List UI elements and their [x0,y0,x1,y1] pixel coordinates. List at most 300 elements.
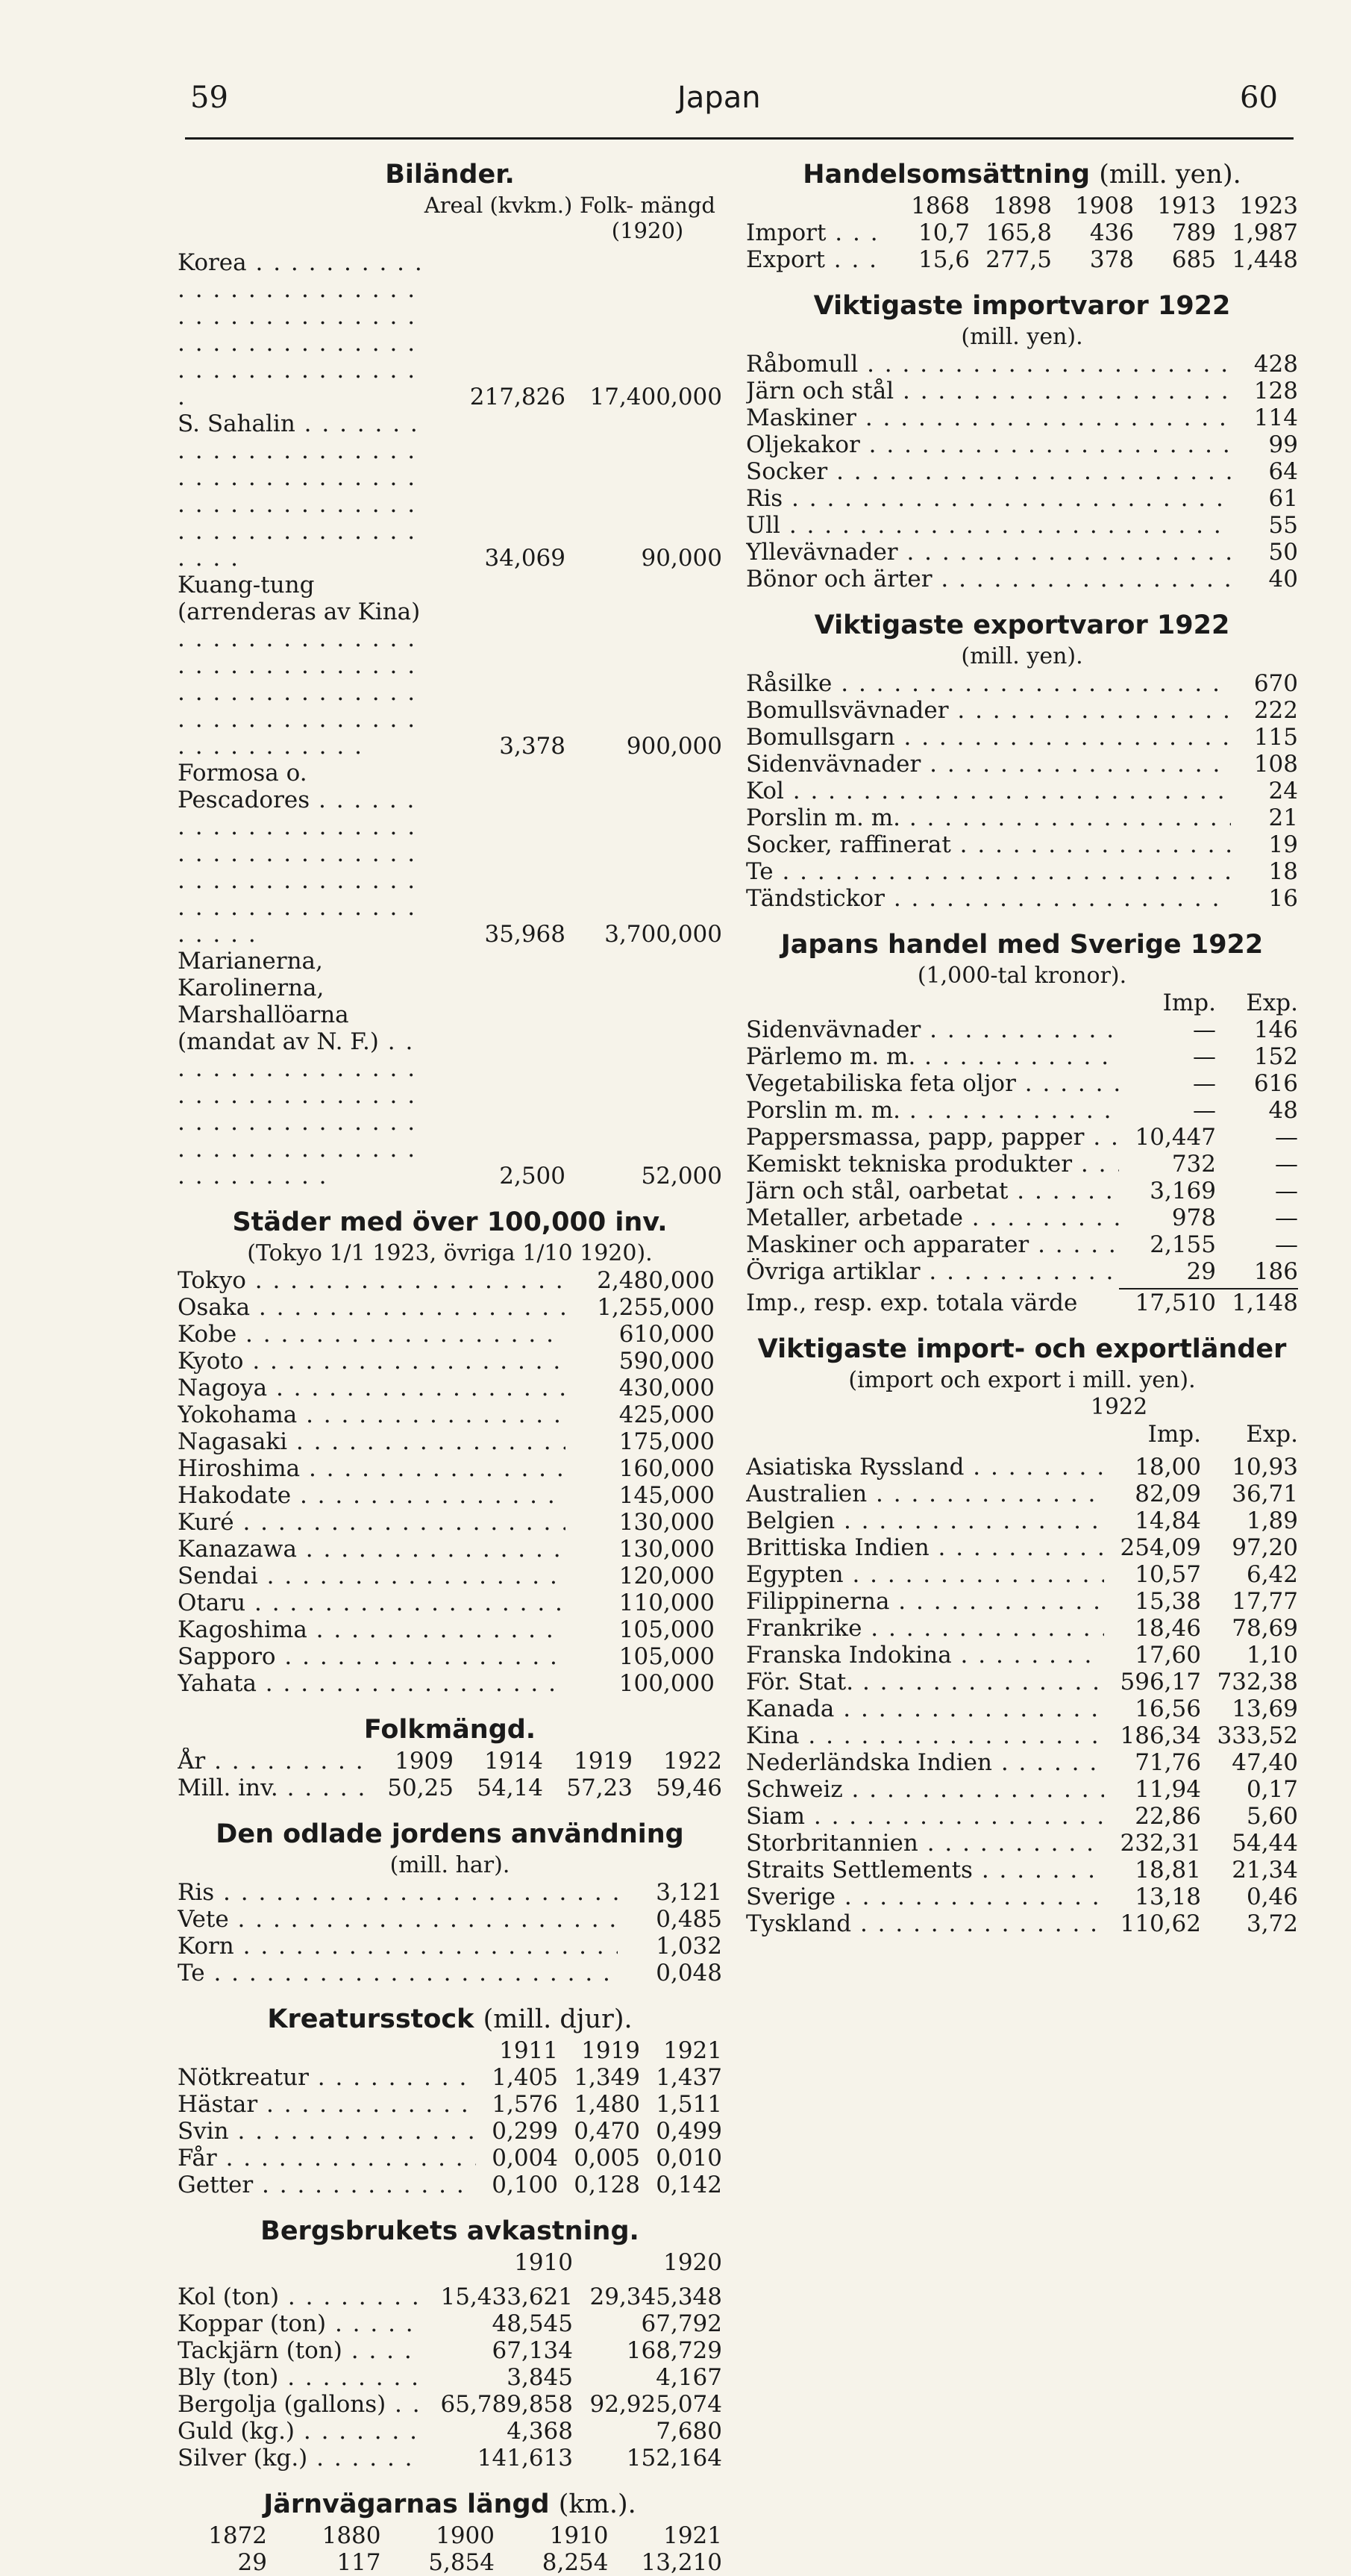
jorden-row [178,1933,722,1960]
kreatur-row-label: Får . . . [178,2145,476,2172]
import-rows [746,351,1298,593]
lander-row [746,1481,1298,1507]
lander-row-label: Franska Indokina . . . [746,1642,1104,1669]
kreatur-row-v-2: 0,010 [656,2145,722,2172]
import-row [746,512,1298,539]
stader-row [178,1401,715,1428]
export-row [746,831,1298,858]
import-row-label: Ris . . . [746,485,1231,512]
handel-row-v-0: 15,6 [918,246,970,273]
sverige-row [746,1258,1298,1285]
kreatur-title-sub: (mill. djur). [483,2004,633,2034]
bilander-row-label: Korea . . . [178,249,431,410]
stader-row-label: Sapporo . . . [178,1643,565,1670]
bergsbruk-row-label: Bergolja (gallons) . . . [178,2391,424,2418]
export-row-value: 16 [1268,885,1298,912]
jorden-subtitle: (mill. har). [389,1852,510,1878]
kreatur-row-v-0: 0,004 [492,2145,558,2172]
sverige-row-label: Metaller, arbetade . . . [746,1204,1119,1231]
bergsbruk-title: Bergsbrukets avkastning. [260,2216,639,2246]
bergsbruk-row-v-1: 7,680 [656,2418,722,2445]
bilander-row-area: 34,069 [484,545,565,572]
sverige-row-exp: 146 [1253,1016,1298,1043]
stader-row-label: Yokohama . . . [178,1401,565,1428]
import-row-value: 99 [1268,431,1298,458]
import-row-label: Ull . . . [746,512,1231,539]
stader-row [178,1348,715,1375]
bilander-row [178,410,722,572]
handel-row-v-0: 10,7 [918,219,970,246]
lander-row-label: Egypten . . . [746,1561,1104,1588]
import-row-label: Maskiner . . . [746,404,1231,431]
sverige-row-imp: — [1193,1043,1216,1070]
stader-row [178,1455,715,1482]
bilander-row [178,572,722,760]
kreatur-years [178,2037,722,2064]
bergsbruk-row [178,2283,722,2310]
stader-row-value: 160,000 [618,1455,715,1482]
bergsbruk-row-v-1: 29,345,348 [589,2283,722,2310]
sverige-row [746,1070,1298,1097]
import-row [746,539,1298,566]
stader-row-value: 105,000 [618,1643,715,1670]
import-row [746,566,1298,593]
lander-row-label: Belgien . . . [746,1507,1104,1534]
stader-row-value: 130,000 [618,1536,715,1563]
bergsbruk-row-label: Koppar (ton) . . . [178,2310,424,2337]
kreatur-row-v-0: 0,100 [492,2172,558,2198]
folkmangd-row2-label: Mill. inv. . . . [178,1775,364,1801]
stader-row-label: Kyoto . . . [178,1348,565,1375]
import-row-label: Socker . . . [746,458,1231,485]
import-row [746,404,1298,431]
stader-row-label: Kagoshima . . . [178,1616,565,1643]
sverige-row-exp: — [1275,1231,1298,1258]
kreatur-row-v-2: 1,511 [656,2091,722,2118]
import-row-value: 428 [1253,351,1298,378]
bilander-row-pop: 52,000 [641,1163,722,1189]
lander-row-exp: 36,71 [1232,1481,1298,1507]
jorden-row [178,1879,722,1906]
stader-row-label: Osaka . . . [178,1294,565,1321]
lander-row-exp: 1,89 [1246,1507,1298,1534]
sverige-row-label: Pappersmassa, papp, papper . . . [746,1124,1119,1151]
handel-row [746,219,1298,246]
import-row [746,458,1298,485]
kreatur-year: 1921 [663,2037,722,2064]
stader-row-value: 610,000 [618,1321,715,1348]
stader-row [178,1267,715,1294]
bergsbruk-row-v-1: 4,167 [656,2364,722,2391]
bergsbruk-row-v-0: 3,845 [507,2364,573,2391]
handel-row-label: Export . . . [746,246,888,273]
bergsbruk-row-v-1: 92,925,074 [589,2391,722,2418]
lander-row-imp: 232,31 [1120,1830,1201,1857]
import-subtitle: (mill. yen). [961,324,1083,350]
handel-row-v-2: 378 [1089,246,1134,273]
kreatur-row-v-1: 0,005 [574,2145,640,2172]
export-row [746,778,1298,804]
lander-row [746,1830,1298,1857]
bergsbruk-row-label: Kol (ton) . . . [178,2283,424,2310]
folkmangd-value: 59,46 [656,1775,722,1801]
lander-row-imp: 10,57 [1135,1561,1201,1588]
lander-row-imp: 18,81 [1135,1857,1201,1883]
bergsbruk-row [178,2337,722,2364]
stader-row-label: Nagasaki . . . [178,1428,565,1455]
handel-year: 1923 [1239,193,1298,219]
import-row-label: Oljekakor . . . [746,431,1231,458]
bergsbruk-row [178,2391,722,2418]
handel-rows [746,219,1298,273]
handel-title-sub: (mill. yen). [1099,160,1241,190]
stader-row-value: 130,000 [618,1509,715,1536]
export-row-label: Bomullsgarn . . . [746,724,1231,751]
lander-row-exp: 6,42 [1246,1561,1298,1588]
handel-section [746,161,1298,273]
kreatur-row [178,2064,722,2091]
folkmangd-year: 1914 [484,1748,543,1775]
bergsbruk-row-v-0: 15,433,621 [440,2283,573,2310]
jarnvag-year: 1900 [436,2522,495,2549]
page-number-left: 59 [190,81,228,115]
lander-row-label: Frankrike . . . [746,1615,1104,1642]
lander-row-label: Kanada . . . [746,1695,1104,1722]
export-row-value: 222 [1253,697,1298,724]
import-row-label: Bönor och ärter . . . [746,566,1231,593]
export-row-value: 670 [1253,670,1298,697]
sverige-row [746,1043,1298,1070]
handel-year: 1868 [911,193,970,219]
bilander-row-area: 217,826 [469,384,565,410]
sverige-section [746,931,1298,1316]
handel-year: 1898 [993,193,1052,219]
bilander-col-pop: Folk- mängd (1920) [580,193,715,243]
lander-row-exp: 5,60 [1246,1803,1298,1830]
sverige-row-imp: 732 [1171,1151,1216,1178]
handel-row-v-2: 436 [1089,219,1134,246]
sverige-row-exp: 48 [1268,1097,1298,1124]
kreatur-title: Kreatursstock [267,2004,474,2034]
bilander-col-area: Areal (kvkm.) [424,193,573,218]
jarnvag-value: 29 [237,2549,267,2576]
lander-row [746,1615,1298,1642]
stader-row-value: 120,000 [618,1563,715,1589]
sverige-row-exp: 186 [1253,1258,1298,1285]
page-number-right: 60 [1240,81,1278,115]
sverige-row-exp: — [1275,1124,1298,1151]
handel-year: 1913 [1157,193,1216,219]
kreatur-row-label: Svin . . . [178,2118,476,2145]
sverige-row-label: Övriga artiklar . . . [746,1258,1119,1285]
stader-subtitle: (Tokyo 1/1 1923, övriga 1/10 1920). [247,1240,653,1266]
export-row-label: Kol . . . [746,778,1231,804]
handel-year: 1908 [1075,193,1134,219]
lander-row-label: Australien . . . [746,1481,1104,1507]
export-row-value: 24 [1268,778,1298,804]
sverige-total-imp: 17,510 [1119,1288,1216,1316]
lander-row-imp: 17,60 [1135,1642,1201,1669]
lander-row-exp: 97,20 [1232,1534,1298,1561]
lander-row [746,1883,1298,1910]
sverige-subtitle: (1,000-tal kronor). [917,963,1127,989]
jarnvag-value: 13,210 [641,2549,722,2576]
stader-row-label: Tokyo . . . [178,1267,565,1294]
kreatur-year: 1911 [499,2037,558,2064]
stader-row-value: 425,000 [618,1401,715,1428]
kreatur-row-v-1: 1,349 [574,2064,640,2091]
lander-row-label: Tyskland . . . [746,1910,1104,1937]
lander-row [746,1857,1298,1883]
lander-row-imp: 16,56 [1135,1695,1201,1722]
export-row [746,670,1298,697]
lander-row-label: Straits Settlements . . . [746,1857,1104,1883]
sverige-row-imp: — [1193,1070,1216,1097]
lander-section [746,1336,1298,1937]
export-row [746,885,1298,912]
sverige-row [746,1016,1298,1043]
lander-row-imp: 71,76 [1135,1749,1201,1776]
stader-rows [178,1267,722,1697]
stader-row [178,1482,715,1509]
lander-row-exp: 54,44 [1232,1830,1298,1857]
lander-row [746,1454,1298,1481]
kreatur-rows [178,2064,722,2198]
folkmangd-years-row [178,1748,722,1775]
lander-row-exp: 13,69 [1232,1695,1298,1722]
lander-row-label: Schweiz . . . [746,1776,1104,1803]
export-section [746,612,1298,912]
folkmangd-value: 57,23 [566,1775,633,1801]
import-row-value: 128 [1253,378,1298,404]
jorden-title: Den odlade jordens användning [216,1819,684,1849]
sverige-row-imp: 2,155 [1150,1231,1216,1258]
export-row [746,858,1298,885]
sverige-row-label: Maskiner och apparater . . . [746,1231,1119,1258]
sverige-header [746,990,1298,1016]
sverige-row [746,1231,1298,1258]
stader-row [178,1321,715,1348]
lander-row [746,1749,1298,1776]
bilander-row-label: S. Sahalin . . . [178,410,431,572]
lander-row-exp: 732,38 [1217,1669,1298,1695]
jorden-section [178,1821,722,1986]
jorden-rows [178,1879,722,1986]
bergsbruk-rows [178,2283,722,2472]
lander-row-imp: 82,09 [1135,1481,1201,1507]
kreatur-heading [178,2006,722,2033]
folkmangd-section [178,1716,722,1801]
sverige-row-label: Vegetabiliska feta oljor . . . [746,1070,1119,1097]
kreatur-row-v-1: 0,470 [574,2118,640,2145]
lander-row-imp: 14,84 [1135,1507,1201,1534]
jorden-row-value: 3,121 [656,1879,722,1906]
lander-row-exp: 333,52 [1217,1722,1298,1749]
lander-row-exp: 0,17 [1246,1776,1298,1803]
handel-row-v-3: 789 [1171,219,1216,246]
kreatur-row-v-1: 0,128 [574,2172,640,2198]
kreatur-row-v-0: 1,576 [492,2091,558,2118]
handel-row-v-1: 277,5 [985,246,1052,273]
handel-row-v-4: 1,448 [1232,246,1298,273]
lander-row-imp: 110,62 [1120,1910,1201,1937]
kreatur-row-v-0: 1,405 [492,2064,558,2091]
stader-row-value: 2,480,000 [597,1267,715,1294]
sverige-title: Japans handel med Sverige 1922 [780,930,1264,960]
stader-row [178,1563,715,1589]
kreatur-row [178,2091,722,2118]
bilander-row-label: Formosa o. Pescadores . . . [178,760,431,948]
import-row-label: Järn och stål . . . [746,378,1231,404]
sverige-total-exp: 1,148 [1216,1288,1298,1316]
jorden-row-label: Te . . . [178,1960,618,1986]
import-row [746,431,1298,458]
export-row-value: 21 [1268,804,1298,831]
import-row [746,351,1298,378]
kreatur-row [178,2172,722,2198]
sverige-row-exp: 152 [1253,1043,1298,1070]
jarnvag-section [178,2491,722,2576]
bergsbruk-row [178,2445,722,2472]
stader-row [178,1428,715,1455]
stader-row [178,1589,715,1616]
import-row-value: 61 [1268,485,1298,512]
stader-row [178,1643,715,1670]
lander-row-exp: 47,40 [1232,1749,1298,1776]
import-row-value: 64 [1268,458,1298,485]
stader-row-value: 105,000 [618,1616,715,1643]
stader-row-value: 110,000 [618,1589,715,1616]
lander-title: Viktigaste import- och exportländer [757,1334,1287,1364]
lander-row [746,1534,1298,1561]
bilander-row-pop: 17,400,000 [589,384,722,410]
lander-row-label: Siam . . . [746,1803,1104,1830]
jarnvag-value: 8,254 [542,2549,609,2576]
lander-row-exp: 3,72 [1246,1910,1298,1937]
bergsbruk-year: 1910 [514,2249,573,2276]
jarnvag-year: 1910 [549,2522,609,2549]
folkmangd-value: 50,25 [387,1775,454,1801]
export-row-label: Sidenvävnader . . . [746,751,1231,778]
kreatur-row-v-1: 1,480 [574,2091,640,2118]
handel-years [746,193,1298,219]
lander-row-exp: 1,10 [1246,1642,1298,1669]
lander-row-label: Kina . . . [746,1722,1104,1749]
jarnvag-year: 1880 [322,2522,381,2549]
handel-title: Handelsomsättning [803,160,1091,190]
folkmangd-values-row [178,1775,722,1801]
bergsbruk-row-label: Tackjärn (ton) . . . [178,2337,424,2364]
stader-row-value: 430,000 [618,1375,715,1401]
bilander-row-pop: 900,000 [626,733,722,760]
lander-year: 1922 [1090,1394,1148,1420]
left-column [178,161,722,2576]
stader-row-value: 1,255,000 [597,1294,715,1321]
bilander-row-label: Kuang-tung (arrenderas av Kina) . . . [178,572,431,760]
jarnvag-year: 1921 [663,2522,722,2549]
stader-row-label: Nagoya . . . [178,1375,565,1401]
bergsbruk-row-v-1: 168,729 [626,2337,722,2364]
sverige-row-imp: 29 [1186,1258,1216,1285]
kreatur-row [178,2118,722,2145]
bergsbruk-row-label: Guld (kg.) . . . [178,2418,424,2445]
stader-row-label: Kanazawa . . . [178,1536,565,1563]
sverige-row-label: Sidenvävnader . . . [746,1016,1119,1043]
export-row-label: Bomullsvävnader . . . [746,697,1231,724]
import-row-value: 114 [1253,404,1298,431]
stader-row [178,1670,715,1697]
sverige-total-label: Imp., resp. exp. totala värde [746,1289,1078,1316]
kreatur-year: 1919 [581,2037,640,2064]
lander-row-exp: 17,77 [1232,1588,1298,1615]
lander-row-label: Sverige . . . [746,1883,1104,1910]
sverige-row [746,1151,1298,1178]
export-row-value: 108 [1253,751,1298,778]
stader-row-label: Hiroshima . . . [178,1455,565,1482]
lander-row-label: Brittiska Indien . . . [746,1534,1104,1561]
export-row-value: 18 [1268,858,1298,885]
lander-row-imp: 22,86 [1135,1803,1201,1830]
sverige-row [746,1204,1298,1231]
bergsbruk-row-v-1: 67,792 [641,2310,722,2337]
lander-row-imp: 186,34 [1120,1722,1201,1749]
export-row-label: Tändstickor . . . [746,885,1231,912]
bergsbruk-year: 1920 [663,2249,722,2276]
bergsbruk-row-v-0: 4,368 [507,2418,573,2445]
lander-row-label: Asiatiska Ryssland . . . [746,1454,1104,1481]
sverige-col-imp: Imp. [1162,990,1216,1016]
kreatur-row-label: Nötkreatur . . . [178,2064,476,2091]
lander-row [746,1507,1298,1534]
jarnvag-year: 1872 [208,2522,267,2549]
lander-row-label: Filippinerna . . . [746,1588,1104,1615]
stader-row [178,1294,715,1321]
export-row-label: Te . . . [746,858,1231,885]
lander-row-imp: 13,18 [1135,1883,1201,1910]
jarnvag-value: 117 [336,2549,381,2576]
lander-row-imp: 11,94 [1135,1776,1201,1803]
sverige-row-label: Järn och stål, oarbetat . . . [746,1178,1119,1204]
sverige-row-label: Porslin m. m. . . . [746,1097,1119,1124]
kreatur-row-v-0: 0,299 [492,2118,558,2145]
stader-section [178,1209,722,1697]
import-row-value: 50 [1268,539,1298,566]
kreatur-row-v-2: 1,437 [656,2064,722,2091]
bergsbruk-row-v-0: 67,134 [492,2337,573,2364]
folkmangd-year: 1919 [574,1748,633,1775]
jarnvag-title-sub: (km.). [558,2489,636,2519]
folkmangd-year: 1922 [663,1748,722,1775]
export-row [746,724,1298,751]
export-row [746,751,1298,778]
lander-header [746,1421,1298,1448]
sverige-row-imp: 10,447 [1135,1124,1216,1151]
lander-row [746,1642,1298,1669]
sverige-row-imp: — [1193,1097,1216,1124]
right-column [746,161,1298,1937]
lander-row [746,1910,1298,1937]
jarnvag-value: 5,854 [428,2549,495,2576]
handel-row-v-4: 1,987 [1232,219,1298,246]
lander-row-exp: 21,34 [1232,1857,1298,1883]
bergsbruk-years [178,2249,722,2276]
stader-title: Städer med över 100,000 inv. [232,1207,668,1237]
stader-row-label: Yahata . . . [178,1670,565,1697]
import-row [746,378,1298,404]
export-row-value: 115 [1253,724,1298,751]
stader-row-value: 145,000 [618,1482,715,1509]
kreatur-row-label: Hästar . . . [178,2091,476,2118]
